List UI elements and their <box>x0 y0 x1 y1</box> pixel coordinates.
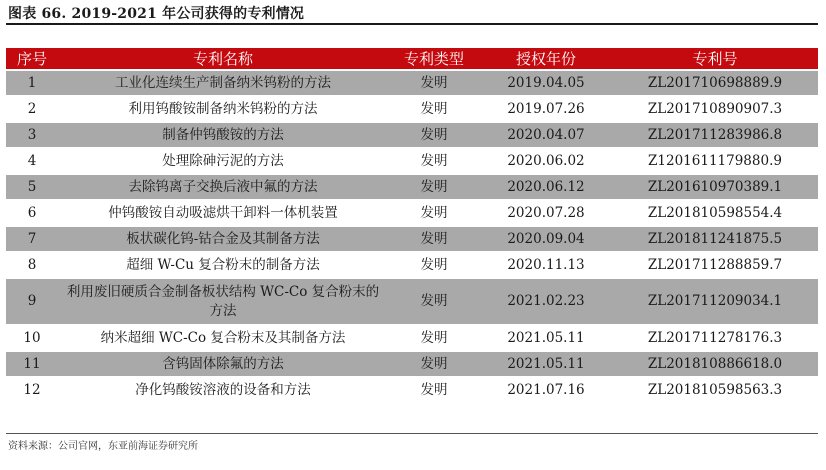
cell-type: 发明 <box>388 352 480 376</box>
patent-table <box>6 46 818 404</box>
cell-year: 2020.11.13 <box>507 256 585 273</box>
cell-patent-no: ZL201710698889.9 <box>612 71 818 95</box>
header-name: 专利名称 <box>58 48 388 69</box>
source-divider <box>6 433 818 434</box>
table-row <box>6 123 818 147</box>
cell-patent-no: ZL201610970389.1 <box>612 175 818 199</box>
cell-patent-no: ZL201711278176.3 <box>647 329 783 346</box>
title-divider <box>6 23 818 25</box>
cell-no: 2 <box>27 100 37 117</box>
cell-type: 发明 <box>388 175 480 199</box>
cell-patent-no: ZL201711209034.1 <box>612 279 818 324</box>
table-row <box>6 378 818 402</box>
cell-patent-no: ZL201810886618.0 <box>612 352 818 376</box>
cell-year: 2019.04.05 <box>480 71 612 95</box>
cell-name: 超细 W-Cu 复合粉末的制备方法 <box>126 256 320 273</box>
cell-patent-no: ZL201810598563.3 <box>647 381 783 398</box>
header-no: 序号 <box>6 48 58 69</box>
cell-name: 工业化连续生产制备纳米钨粉的方法 <box>58 71 388 95</box>
cell-no: 8 <box>27 256 37 273</box>
source-note: 资料来源：公司官网，东亚前海证券研究所 <box>8 441 198 452</box>
cell-type: 发明 <box>388 227 480 251</box>
cell-no: 10 <box>23 329 41 346</box>
cell-year: 2021.05.11 <box>480 352 612 376</box>
cell-type: 发明 <box>388 71 480 95</box>
table-row <box>6 326 818 350</box>
table-row <box>6 227 818 251</box>
cell-name: 含钨固体除氟的方法 <box>58 352 388 376</box>
cell-year: 2020.06.12 <box>480 175 612 199</box>
cell-year: 2020.09.04 <box>480 227 612 251</box>
cell-no: 12 <box>23 381 41 398</box>
cell-type: 发明 <box>388 123 480 147</box>
table-row <box>6 175 818 199</box>
cell-year: 2020.07.28 <box>507 204 585 221</box>
cell-patent-no: ZL201711288859.7 <box>647 256 783 273</box>
cell-type: 发明 <box>420 100 448 117</box>
cell-type: 发明 <box>420 329 448 346</box>
cell-name: 仲钨酸铵自动吸滤烘干卸料一体机装置 <box>108 204 338 221</box>
cell-no: 7 <box>6 227 58 251</box>
cell-type: 发明 <box>420 256 448 273</box>
cell-no: 6 <box>27 204 37 221</box>
cell-patent-no: Z1201611179880.9 <box>648 152 782 169</box>
cell-no: 3 <box>6 123 58 147</box>
cell-type: 发明 <box>420 152 448 169</box>
cell-patent-no: ZL201710890907.3 <box>647 100 783 117</box>
table-row <box>6 149 818 173</box>
cell-no: 9 <box>6 279 58 324</box>
cell-name: 板状碳化钨-钴合金及其制备方法 <box>58 227 388 251</box>
cell-year: 2021.05.11 <box>507 329 585 346</box>
table-row <box>6 279 818 324</box>
cell-no: 1 <box>6 71 58 95</box>
table-row <box>6 71 818 95</box>
cell-no: 11 <box>6 352 58 376</box>
figure-title: 图表 66. 2019-2021 年公司获得的专利情况 <box>8 6 305 22</box>
cell-name: 净化钨酸铵溶液的设备和方法 <box>135 381 311 398</box>
table-row <box>6 253 818 277</box>
table-row <box>6 201 818 225</box>
cell-patent-no: ZL201810598554.4 <box>647 204 783 221</box>
cell-name: 利用钨酸铵制备纳米钨粉的方法 <box>128 100 318 117</box>
cell-name: 利用废旧硬质合金制备板状结构 WC-Co 复合粉末的方法 <box>58 279 388 324</box>
table-row <box>6 97 818 121</box>
cell-patent-no: ZL201711283986.8 <box>612 123 818 147</box>
cell-type: 发明 <box>420 381 448 398</box>
cell-patent-no: ZL201811241875.5 <box>612 227 818 251</box>
cell-name: 制备仲钨酸铵的方法 <box>58 123 388 147</box>
header-year: 授权年份 <box>480 48 612 69</box>
cell-year: 2020.06.02 <box>507 152 585 169</box>
cell-name: 处理除砷污泥的方法 <box>162 152 284 169</box>
table-row <box>6 352 818 376</box>
cell-name: 纳米超细 WC-Co 复合粉末及其制备方法 <box>100 329 346 346</box>
cell-name: 去除钨离子交换后液中氟的方法 <box>58 175 388 199</box>
cell-year: 2021.02.23 <box>480 279 612 324</box>
table-header-row <box>6 48 818 69</box>
cell-year: 2021.07.16 <box>507 381 585 398</box>
header-patent-no: 专利号 <box>612 48 818 69</box>
cell-no: 4 <box>27 152 37 169</box>
cell-year: 2020.04.07 <box>480 123 612 147</box>
cell-type: 发明 <box>388 279 480 324</box>
header-type: 专利类型 <box>388 48 480 69</box>
cell-no: 5 <box>6 175 58 199</box>
cell-year: 2019.07.26 <box>507 100 585 117</box>
cell-type: 发明 <box>420 204 448 221</box>
